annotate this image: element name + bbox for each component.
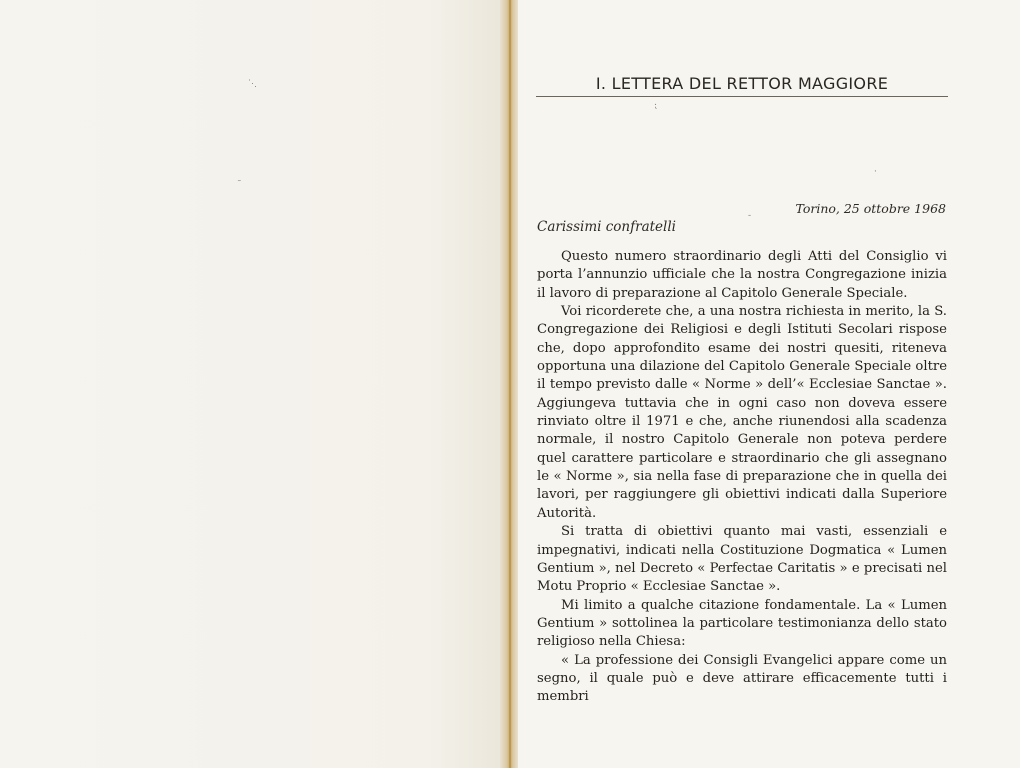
left-page bbox=[0, 0, 505, 768]
heading-rule bbox=[536, 96, 948, 97]
page-speck: - bbox=[748, 211, 752, 221]
letter-body bbox=[537, 248, 947, 707]
paragraph: Voi ricorderete che, a una nostra richiesta in merito, la S. Congregazione dei Religiosi e degli Istituti Secolari rispose che, dopo approfondito esame dei nostri quesiti, riteneva opportuna una dilazione del Capitolo Generale Speciale oltre il tempo previsto dalle « Norme » dell’« Ecclesiae Sanctae ». Aggiungeva tuttavia che in ogni caso non doveva essere rinviato oltre il 1971 e che, anche riunendosi alla scadenza normale, il nostro Capitolo Generale non poteva perdere quel carattere particolare e straordinario che gli assegnano le « Norme », sia nella fase di preparazione che in quella dei lavori, per raggiungere gli obiettivi indicati dalla Superiore Autorità. bbox=[537, 304, 947, 521]
gutter-crease bbox=[509, 0, 511, 768]
page-speck: ˜ bbox=[237, 180, 242, 190]
page-speck: ⋱ bbox=[248, 79, 257, 89]
page-speck: · bbox=[874, 167, 877, 177]
paragraph: Mi limito a qualche citazione fondamentale. La « Lumen Gentium » sottolinea la particolare testimonianza dello stato religioso nella Chiesa: bbox=[537, 597, 947, 650]
paragraph: Questo numero straordinario degli Atti del Consiglio vi porta l’annunzio ufficiale che la nostra Congregazione inizia il lavoro di preparazione al Capitolo Generale Speciale. bbox=[537, 249, 947, 301]
chapter-heading: I. LETTERA DEL RETTOR MAGGIORE bbox=[595, 74, 889, 93]
paragraph: Si tratta di obiettivi quanto mai vasti, essenziali e impegnativi, indicati nella Costituzione Dogmatica « Lumen Gentium », nel Decreto « Perfectae Caritatis » e precisati nel Motu Proprio « Ecclesiae Sanctae ». bbox=[537, 524, 947, 595]
paragraph: « La professione dei Consigli Evangelici appare come un segno, il quale può e deve attirare efficacemente tutti i membri bbox=[537, 652, 947, 705]
page-speck: ⁏ bbox=[654, 101, 658, 111]
letter-dateline: Torino, 25 ottobre 1968 bbox=[795, 201, 946, 216]
letter-salutation: Carissimi confratelli bbox=[537, 219, 676, 235]
